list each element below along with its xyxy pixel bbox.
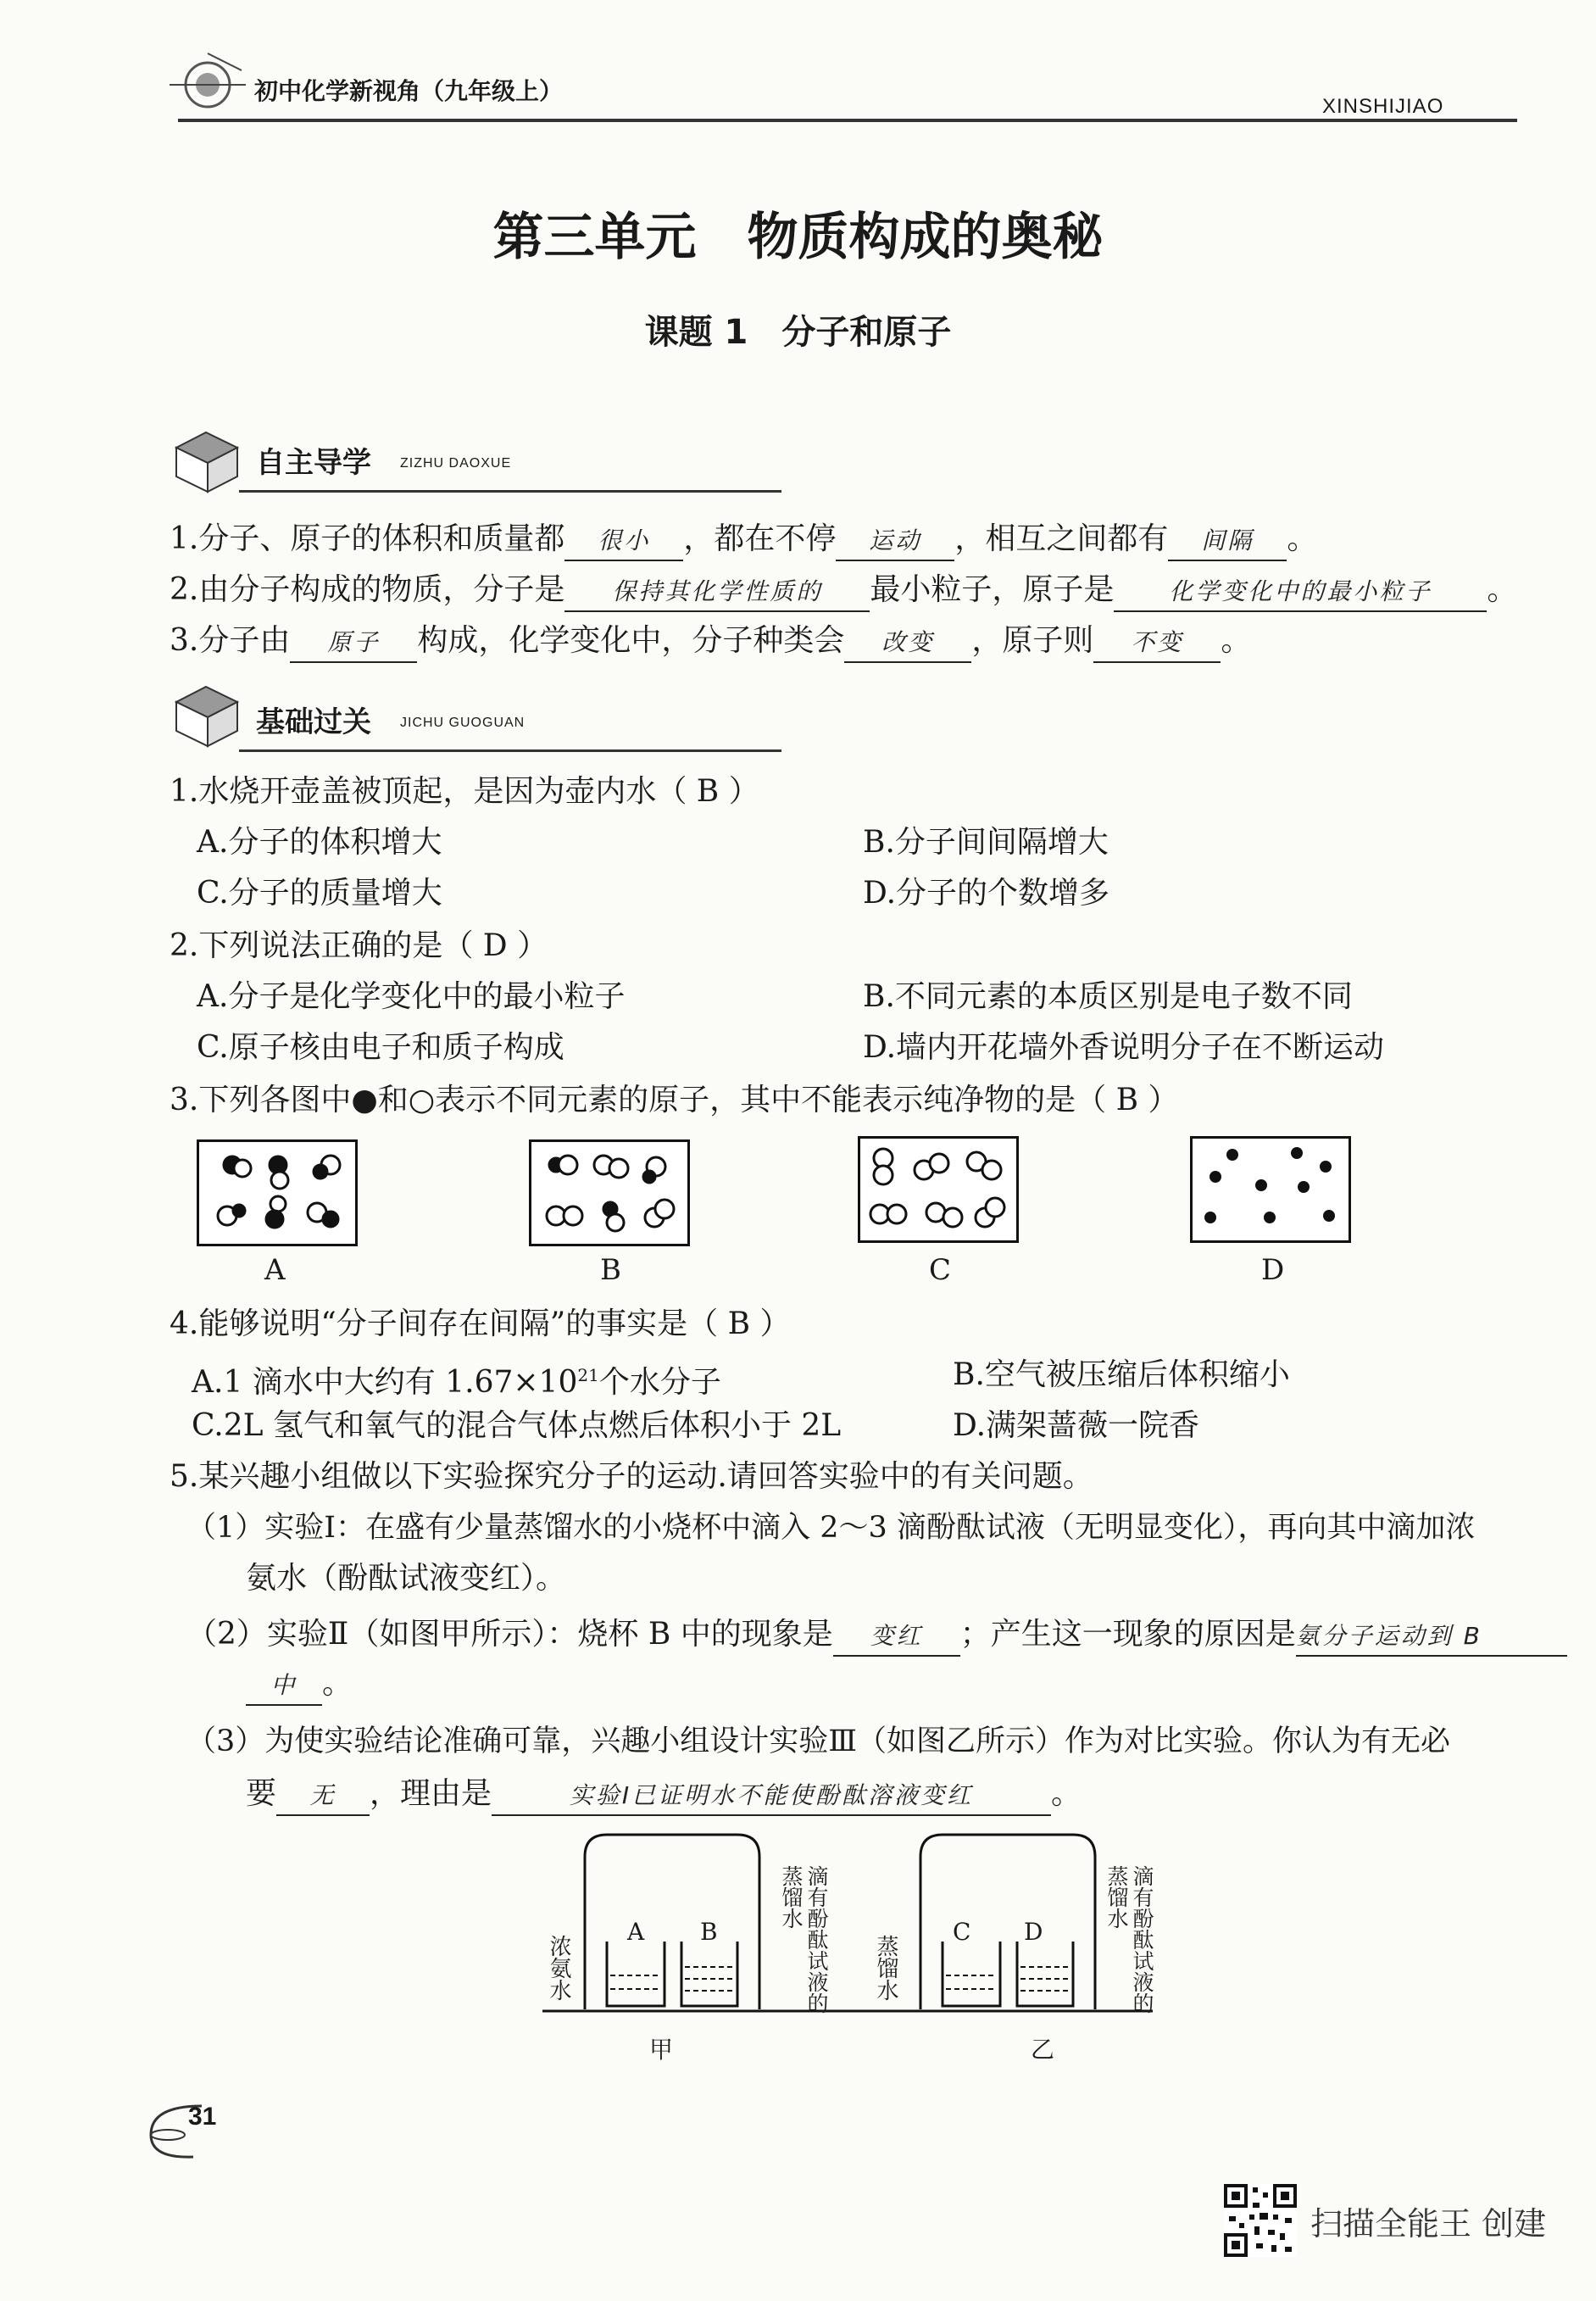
header-rule [178, 119, 1517, 122]
section-title-zizhu: 自主导学 [256, 446, 371, 480]
q2-option-b: B.不同元素的本质区别是电子数不同 [863, 979, 1353, 1014]
label-distilled-water: 蒸馏水 [873, 1935, 898, 2001]
q2-option-a: A.分子是化学变化中的最小粒子 [197, 979, 626, 1014]
q4-option-c: C.2L 氢气和氧气的混合气体点燃后体积小于 2L [192, 1408, 842, 1443]
lesson-title: 课题 1 分子和原子 [644, 313, 952, 352]
section-subtitle-zizhu: ZIZHU DAOXUE [400, 456, 512, 471]
guide-q1: 1.分子、原子的体积和质量都 很小 ，都在不停 运动 ，相互之间都有 间隔 。 [170, 519, 1317, 561]
figure-label-a: A [264, 1253, 286, 1287]
q4-option-a: A.1 滴水中大约有 $1.67\times 10^{21}$个水分子 [192, 1365, 721, 1400]
q5-stem: 5.某兴趣小组做以下实验探究分子的运动.请回答实验中的有关问题。 [170, 1459, 1093, 1494]
particle-box-b [529, 1139, 690, 1246]
figure-label-d: D [1261, 1253, 1285, 1287]
q5-part2-line2: 中 。 [246, 1663, 353, 1706]
q1-option-c: C.分子的质量增大 [197, 876, 442, 911]
caption-jia: 甲 [649, 2036, 674, 2064]
header-book-title: 初中化学新视角（九年级上） [254, 77, 564, 105]
q5-part3-line2: 要 无 ，理由是 实验Ⅰ已证明水不能使酚酞溶液变红 。 [246, 1774, 1082, 1816]
q5-part1-line2: 氨水（酚酞试液变红）。 [246, 1561, 567, 1596]
section-title-jichu: 基础过关 [256, 705, 371, 739]
label-beaker-b: B [700, 1918, 718, 1946]
section-subtitle-jichu: JICHU GUOGUAN [400, 716, 526, 730]
qr-code-icon [1224, 2184, 1297, 2257]
figure-label-c: C [929, 1253, 952, 1287]
cube-icon [168, 678, 244, 749]
q1-option-d: D.分子的个数增多 [863, 876, 1110, 911]
q5-part2-line1: （2）实验Ⅱ（如图甲所示）：烧杯 B 中的现象是 变红 ；产生这一现象的原因是氨分子运动到 B [186, 1614, 1567, 1657]
label-beaker-c: C [953, 1918, 971, 1946]
answer-blank: 原子 [290, 624, 417, 663]
label-beaker-a: A [627, 1918, 645, 1946]
section-rule [239, 749, 781, 752]
particle-box-c [858, 1136, 1019, 1243]
answer-blank: 变红 [833, 1618, 960, 1657]
answer-blank: 化学变化中的最小粒子 [1114, 573, 1487, 612]
scanner-watermark: 扫描全能王 创建 [1310, 2205, 1547, 2242]
q5-part3-line1: （3）为使实验结论准确可靠，兴趣小组设计实验Ⅲ（如图乙所示）作为对比实验。你认为有无必 [186, 1724, 1451, 1758]
q2-option-d: D.墙内开花墙外香说明分子在不断运动 [863, 1030, 1385, 1065]
header-brand: XINSHIJIAO [1322, 95, 1444, 118]
answer-blank: 运动 [836, 522, 954, 561]
label-concentrated-ammonia: 浓氨水 [546, 1935, 571, 2001]
answer-blank: 氨分子运动到 B [1296, 1618, 1567, 1657]
guide-q2: 2.由分子构成的物质，分子是 保持其化学性质的 最小粒子，原子是 化学变化中的最小粒子 。 [170, 570, 1517, 612]
figure-label-b: B [600, 1253, 621, 1287]
particle-box-d [1190, 1136, 1351, 1243]
q1-option-b: B.分子间间隔增大 [863, 825, 1109, 860]
q5-part1-line1: （1）实验Ⅰ：在盛有少量蒸馏水的小烧杯中滴入 2～3 滴酚酞试液（无明显变化），再向其中滴加浓 [186, 1511, 1476, 1545]
experiment-figure [526, 1823, 1170, 2043]
q1-option-a: A.分子的体积增大 [197, 825, 442, 860]
answer-blank: 无 [276, 1777, 370, 1816]
q2-option-c: C.原子核由电子和质子构成 [197, 1030, 564, 1065]
q4-option-b: B.空气被压缩后体积缩小 [953, 1357, 1290, 1392]
guide-q3: 3.分子由 原子 构成，化学变化中，分子种类会 改变 ，原子则 不变 。 [170, 621, 1251, 663]
answer-blank: 改变 [844, 624, 971, 663]
q4-stem: 4.能够说明“分子间存在间隔”的事实是（ B ） [170, 1306, 791, 1341]
q4-option-d: D.满架蔷薇一院香 [953, 1408, 1200, 1443]
caption-yi: 乙 [1031, 2036, 1055, 2064]
answer-blank: 间隔 [1168, 522, 1287, 561]
section-rule [239, 490, 781, 493]
answer-blank: 保持其化学性质的 [564, 573, 870, 612]
page-number: 31 [188, 2103, 217, 2131]
answer-blank: 实验Ⅰ已证明水不能使酚酞溶液变红 [492, 1777, 1051, 1816]
q3-stem: 3.下列各图中●和○表示不同元素的原子，其中不能表示纯净物的是（ B ） [170, 1083, 1179, 1117]
header-logo [161, 49, 254, 109]
q2-stem: 2.下列说法正确的是（ D ） [170, 928, 548, 963]
unit-title: 第三单元 物质构成的奥秘 [492, 208, 1104, 267]
answer-blank: 很小 [564, 522, 683, 561]
label-beaker-d: D [1024, 1918, 1043, 1946]
label-phenolphthalein-water-2: 滴有酚酞试液的蒸馏水 [1104, 1865, 1154, 2014]
particle-box-a [197, 1139, 358, 1246]
label-phenolphthalein-water-1: 滴有酚酞试液的蒸馏水 [779, 1865, 829, 2014]
answer-blank: 不变 [1093, 624, 1221, 663]
cube-icon [168, 424, 244, 495]
q1-stem: 1.水烧开壶盖被顶起，是因为壶内水（ B ） [170, 774, 759, 809]
target-logo-icon [161, 49, 254, 109]
answer-blank: 中 [246, 1667, 322, 1706]
